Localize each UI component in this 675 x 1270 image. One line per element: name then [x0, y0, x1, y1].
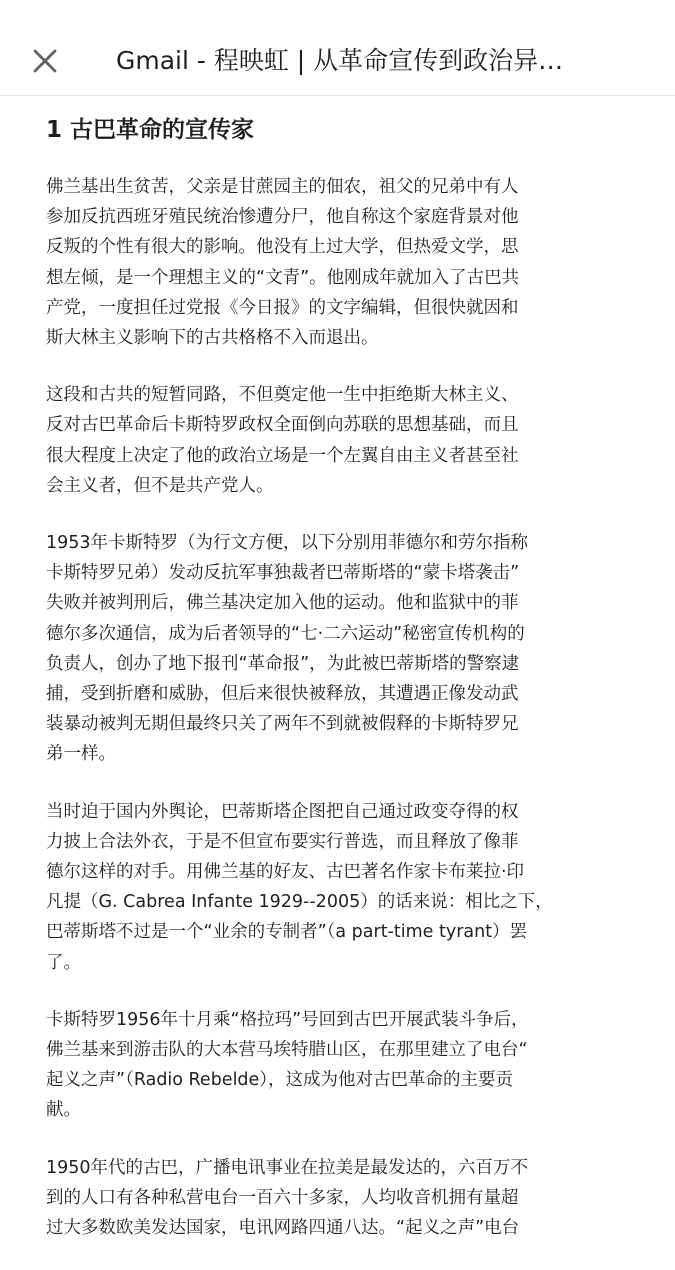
- page-title: Gmail - 程映虹 | 从革命宣传到政治异…: [116, 46, 564, 75]
- paragraph-5: 卡斯特罗1956年十月乘“格拉玛”号回到古巴开展武装斗争后， 佛兰基来到游击队的大本营马埃特腊山区，在那里建立了电台“ 起义之声”（Radio Rebelde），这成为他对古巴革命的主要贡 献。: [46, 1009, 529, 1121]
- article-body: [46, 112, 646, 1270]
- paragraph-4: 当时迫于国内外舆论，巴蒂斯塔企图把自己通过政变夺得的权 力披上合法外衣，于是不但宣布要实行普选，而且释放了像菲 德尔这样的对手。用佛兰基的好友、古巴著名作家卡布莱拉·印 凡提（G. Cabrea Infante 1929--2005）的话来说：相比之下， 巴蒂斯塔不过是一个“业余的专制者”（a part-time tyrant）罢 了。: [46, 801, 553, 973]
- section-heading: 1 古巴革命的宣传家: [46, 117, 255, 143]
- app-bar: [0, 0, 675, 96]
- paragraph-6: 1950年代的古巴，广播电讯事业在拉美是最发达的，六百万不 到的人口有各种私营电台一百六十多家，人均收音机拥有量超 过大多数欧美发达国家，电讯网路四通八达。“起义之声”电台: [46, 1157, 529, 1239]
- close-icon: [32, 48, 58, 74]
- paragraph-2: 这段和古共的短暂同路，不但奠定他一生中拒绝斯大林主义、 反对古巴革命后卡斯特罗政权全面倒向苏联的思想基础，而且 很大程度上决定了他的政治立场是一个左翼自由主义者甚至社 会主义者，但不是共产党人。: [46, 385, 519, 496]
- close-button[interactable]: [22, 38, 68, 84]
- paragraph-3: 1953年卡斯特罗（为行文方便，以下分别用菲德尔和劳尔指称 卡斯特罗兄弟）发动反抗军事独裁者巴蒂斯塔的“蒙卡塔袭击” 失败并被判刑后，佛兰基决定加入他的运动。他和监狱中的菲 德尔多次通信，成为后者领导的“七·二六运动”秘密宣传机构的 负责人，创办了地下报刊“革命报”，为此被巴蒂斯塔的警察逮 捕，受到折磨和威胁，但后来很快被释放，其遭遇正像发动武 装暴动被判无期但最终只关了两年不到就被假释的卡斯特罗兄 弟一样。: [46, 533, 529, 765]
- paragraph-1: 佛兰基出生贫苦，父亲是甘蔗园主的佃农，祖父的兄弟中有人 参加反抗西班牙殖民统治惨遭分尸，他自称这个家庭背景对他 反叛的个性有很大的影响。他没有上过大学，但热爱文学，思 想左倾，是一个理想主义的“文青”。他刚成年就加入了古巴共 产党，一度担任过党报《今日报》的文字编辑，但很快就因和 斯大林主义影响下的古共格格不入而退出。: [46, 177, 520, 349]
